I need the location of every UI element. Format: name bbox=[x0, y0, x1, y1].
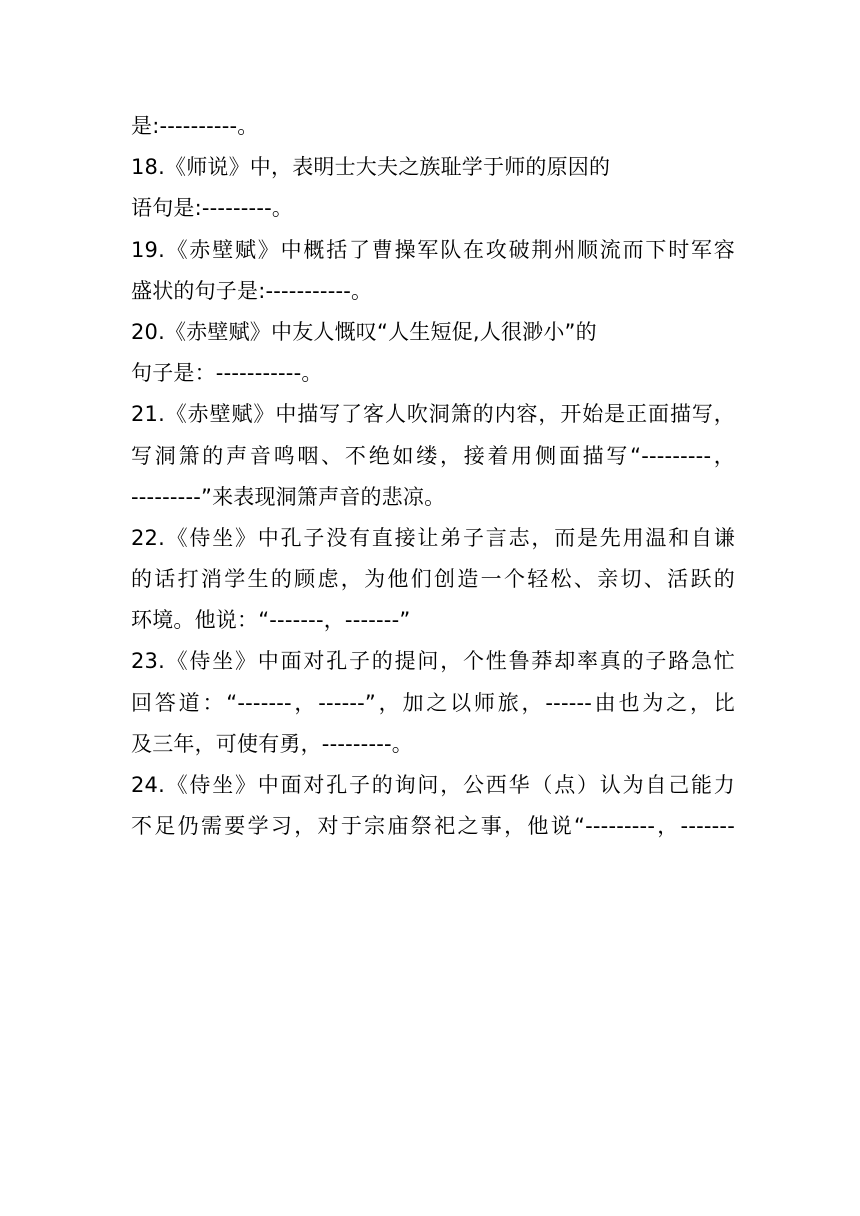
question-22-line-1: 22.《侍坐》中孔子没有直接让弟子言志，而是先用温和自谦 bbox=[131, 525, 735, 550]
question-19-line-1: 19.《赤壁赋》中概括了曹操军队在攻破荆州顺流而下时军容 bbox=[131, 237, 735, 262]
question-22-line-2: 的话打消学生的顾虑，为他们创造一个轻松、亲切、活跃的 bbox=[131, 567, 735, 592]
question-23-line-1: 23.《侍坐》中面对孔子的提问，个性鲁莽却率真的子路急忙 bbox=[131, 649, 735, 674]
question-20-line-1: 20.《赤壁赋》中友人慨叹“人生短促,人很渺小”的 bbox=[131, 319, 597, 344]
question-23-line-2: 回答道：“-------，------”，加之以师旅，------由也为之，比 bbox=[131, 690, 735, 715]
question-24-line-2: 不足仍需要学习，对于宗庙祭祀之事，他说“---------，------- bbox=[131, 814, 735, 839]
question-21-line-2: 写洞箫的声音鸣咽、不绝如缕，接着用侧面描写“---------， bbox=[131, 443, 735, 468]
document-text bbox=[131, 106, 735, 847]
text-line: 是:----------。 bbox=[131, 114, 259, 138]
question-24-line-1: 24.《侍坐》中面对孔子的询问，公西华（点）认为自己能力 bbox=[131, 773, 735, 797]
question-21-line-3: ---------”来表现洞箫声音的悲凉。 bbox=[131, 484, 446, 509]
question-18-line-2: 语句是:---------。 bbox=[131, 196, 294, 221]
question-23-line-3: 及三年，可使有勇，---------。 bbox=[131, 731, 413, 756]
question-18-line-1: 18.《师说》中，表明士大夫之族耻学于师的原因的 bbox=[131, 155, 611, 180]
question-21-line-1: 21.《赤壁赋》中描写了客人吹洞箫的内容，开始是正面描写， bbox=[131, 402, 735, 427]
question-22-line-3: 环境。他说：“-------，-------” bbox=[131, 608, 411, 633]
question-20-line-2: 句子是：-----------。 bbox=[131, 361, 323, 386]
question-19-line-2: 盛状的句子是:-----------。 bbox=[131, 278, 373, 303]
